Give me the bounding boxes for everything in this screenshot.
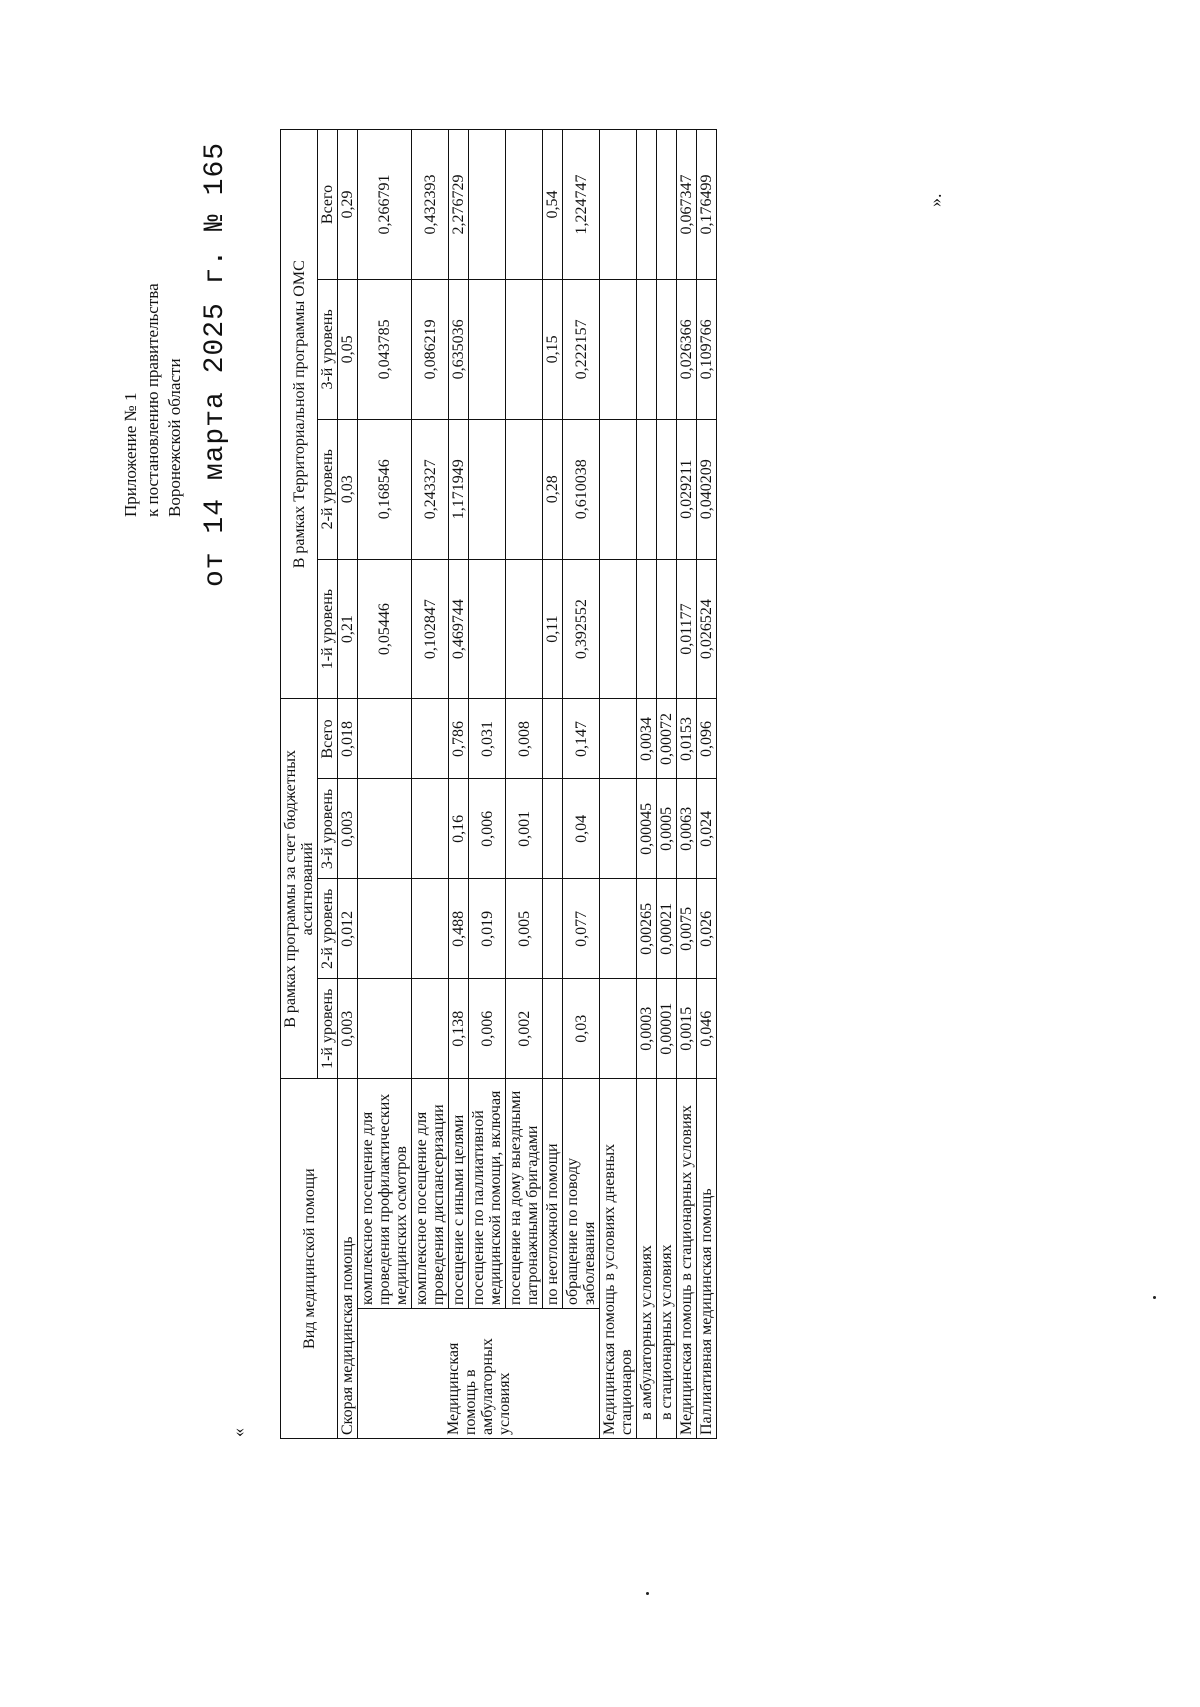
budget-total-header: Всего (318, 699, 338, 779)
cell-value: 0,029211 (677, 419, 697, 559)
resolution-date: от 14 марта 2025 г. № 165 (200, 141, 231, 587)
cell-value: 0,28 (543, 419, 563, 559)
cell-value: 0,005 (506, 879, 543, 979)
cell-value: 0,0003 (637, 979, 657, 1079)
cell-value (469, 419, 506, 559)
cell-value: 0,610038 (563, 419, 600, 559)
cell-value (358, 979, 412, 1079)
table-row (543, 130, 563, 1439)
cell-value: 0,05446 (358, 559, 412, 699)
row-label: Медицинская помощь в стационарных условиях (677, 1079, 697, 1439)
cell-value: 0,067347 (677, 130, 697, 280)
cell-value (543, 779, 563, 879)
cell-value: 0,043785 (358, 279, 412, 419)
cell-value: 0,392552 (563, 559, 600, 699)
cell-value (600, 130, 637, 280)
cell-value: 0,05 (338, 279, 358, 419)
cell-value: 0,29 (338, 130, 358, 280)
cell-value: 0,00021 (657, 879, 677, 979)
cell-value: 0,024 (697, 779, 717, 879)
table-row (469, 130, 506, 1439)
cell-value: 0,03 (338, 419, 358, 559)
cell-value (657, 130, 677, 280)
cell-value (600, 559, 637, 699)
row-label: комплексное посещение для проведения диспансеризации (412, 1079, 449, 1309)
cell-value (469, 130, 506, 280)
cell-value: 0,026 (697, 879, 717, 979)
cell-value (637, 559, 657, 699)
cell-value: 0,001 (506, 779, 543, 879)
table-row (338, 130, 358, 1439)
table-row (412, 130, 449, 1439)
ambulatory-group-label: Медицинская помощь в амбулаторных условиях (358, 1309, 600, 1439)
cell-value: 0,00001 (657, 979, 677, 1079)
cell-value: 0,488 (449, 879, 469, 979)
cell-value (600, 419, 637, 559)
cell-value (358, 699, 412, 779)
appendix-title: Приложение № 1 (121, 392, 140, 517)
oms-level3-header: 3-й уровень (318, 279, 338, 419)
cell-value: 0,03 (563, 979, 600, 1079)
table-row (506, 130, 543, 1439)
row-label: Медицинская помощь в условиях дневных стационаров (600, 1079, 637, 1439)
cell-value: 0,00072 (657, 699, 677, 779)
cell-value (506, 279, 543, 419)
cell-value: 0,469744 (449, 559, 469, 699)
opening-quote: « (228, 1428, 248, 1437)
cell-value: 0,0153 (677, 699, 697, 779)
scan-speck (646, 1592, 649, 1595)
cell-value (412, 979, 449, 1079)
cell-value: 0,266791 (358, 130, 412, 280)
budget-level3-header: 3-й уровень (318, 779, 338, 879)
table-row (563, 130, 600, 1439)
cell-value: 0,012 (338, 879, 358, 979)
cell-value (657, 419, 677, 559)
row-label: в стационарных условиях (657, 1079, 677, 1439)
cell-value (600, 879, 637, 979)
cell-value: 0,006 (469, 779, 506, 879)
cell-value: 0,046 (697, 979, 717, 1079)
appendix-region: Воронежской области (165, 358, 184, 517)
row-label: посещение по паллиативной медицинской помощи, включая (469, 1079, 506, 1309)
table-row (637, 130, 657, 1439)
cell-value (358, 879, 412, 979)
table-row (358, 130, 412, 1439)
cell-value: 1,171949 (449, 419, 469, 559)
cell-value (543, 699, 563, 779)
cell-value (657, 279, 677, 419)
cell-value: 0,002 (506, 979, 543, 1079)
row-label: Паллиативная медицинская помощь (697, 1079, 717, 1439)
care-volume-table (280, 129, 717, 1439)
header-row-groups (281, 130, 318, 1439)
row-label: Скорая медицинская помощь (338, 1079, 358, 1439)
budget-level2-header: 2-й уровень (318, 879, 338, 979)
table-row (449, 130, 469, 1439)
oms-group-header: В рамках Территориальной программы ОМС (281, 130, 318, 700)
cell-value: 0,222157 (563, 279, 600, 419)
cell-value: 0,01177 (677, 559, 697, 699)
cell-value: 0,109766 (697, 279, 717, 419)
cell-value (412, 699, 449, 779)
cell-value (637, 130, 657, 280)
cell-value (506, 559, 543, 699)
cell-value: 0,031 (469, 699, 506, 779)
cell-value (600, 779, 637, 879)
cell-value: 0,003 (338, 979, 358, 1079)
cell-value (657, 559, 677, 699)
cell-value: 1,224747 (563, 130, 600, 280)
cell-value (600, 279, 637, 419)
cell-value (543, 979, 563, 1079)
oms-level2-header: 2-й уровень (318, 419, 338, 559)
cell-value: 0,0063 (677, 779, 697, 879)
cell-value: 0,0034 (637, 699, 657, 779)
cell-value: 0,0015 (677, 979, 697, 1079)
row-label: посещение на дому выездными патронажными бригадами (506, 1079, 543, 1309)
cell-value: 0,243327 (412, 419, 449, 559)
cell-value: 0,00045 (637, 779, 657, 879)
table-row (677, 130, 697, 1439)
row-label: в амбулаторных условиях (637, 1079, 657, 1439)
budget-group-header: В рамках программы за счет бюджетных ассигнований (281, 699, 318, 1079)
cell-value: 0,786 (449, 699, 469, 779)
cell-value: 0,635036 (449, 279, 469, 419)
cell-value (637, 279, 657, 419)
row-label: по неотложной помощи (543, 1079, 563, 1309)
oms-level1-header: 1-й уровень (318, 559, 338, 699)
cell-value: 0,003 (338, 779, 358, 879)
row-label: комплексное посещение для проведения профилактических медицинских осмотров (358, 1079, 412, 1309)
cell-value: 0,21 (338, 559, 358, 699)
closing-quote: ». (925, 193, 945, 207)
cell-value (600, 979, 637, 1079)
cell-value (506, 130, 543, 280)
cell-value (600, 699, 637, 779)
cell-value: 0,0075 (677, 879, 697, 979)
cell-value (358, 779, 412, 879)
table-row (657, 130, 677, 1439)
cell-value: 0,026366 (677, 279, 697, 419)
appendix-resolution: к постановлению правительства (143, 283, 162, 517)
appendix-header (120, 283, 186, 517)
cell-value: 0,04 (563, 779, 600, 879)
oms-total-header: Всего (318, 130, 338, 280)
row-label: обращение по поводу заболевания (563, 1079, 600, 1309)
cell-value: 0,15 (543, 279, 563, 419)
cell-value: 0,54 (543, 130, 563, 280)
table-row (697, 130, 717, 1439)
cell-value: 0,16 (449, 779, 469, 879)
row-label: посещение с иными целями (449, 1079, 469, 1309)
cell-value (543, 879, 563, 979)
cell-value (412, 779, 449, 879)
cell-value: 0,026524 (697, 559, 717, 699)
cell-value (637, 419, 657, 559)
cell-value: 0,168546 (358, 419, 412, 559)
cell-value: 0,0005 (657, 779, 677, 879)
cell-value: 0,006 (469, 979, 506, 1079)
cell-value (469, 279, 506, 419)
cell-value: 0,147 (563, 699, 600, 779)
scan-speck (1153, 1296, 1156, 1299)
cell-value: 0,040209 (697, 419, 717, 559)
cell-value: 0,096 (697, 699, 717, 779)
cell-value (506, 419, 543, 559)
cell-value: 0,018 (338, 699, 358, 779)
cell-value: 0,11 (543, 559, 563, 699)
cell-value (412, 879, 449, 979)
table-row (600, 130, 637, 1439)
cell-value: 0,432393 (412, 130, 449, 280)
cell-value: 0,086219 (412, 279, 449, 419)
col-kind-header: Вид медицинской помощи (281, 1079, 338, 1439)
cell-value: 0,019 (469, 879, 506, 979)
cell-value: 0,008 (506, 699, 543, 779)
budget-level1-header: 1-й уровень (318, 979, 338, 1079)
cell-value (469, 559, 506, 699)
cell-value: 0,102847 (412, 559, 449, 699)
cell-value: 0,138 (449, 979, 469, 1079)
cell-value: 2,276729 (449, 130, 469, 280)
cell-value: 0,00265 (637, 879, 657, 979)
cell-value: 0,176499 (697, 130, 717, 280)
cell-value: 0,077 (563, 879, 600, 979)
